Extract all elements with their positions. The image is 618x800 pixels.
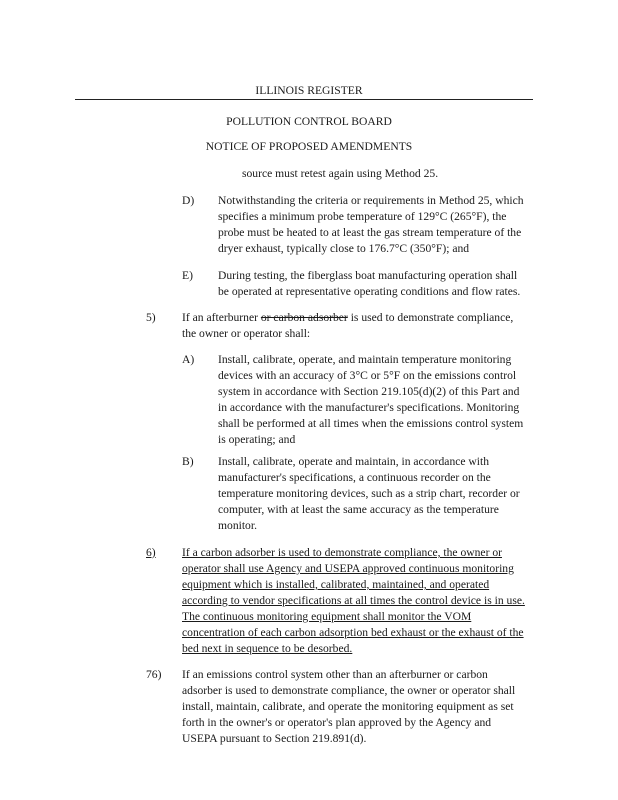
item-7-line: USEPA pursuant to Section 219.891(d).	[182, 732, 367, 745]
item-d-label: D)	[182, 194, 195, 207]
item-a-line: system in accordance with Section 219.105(d)(2) of this Part and	[218, 385, 520, 398]
item-b-line: manufacturer's specifications, a continuous recorder on the	[218, 471, 491, 484]
item-5-line: the owner or operator shall:	[182, 327, 311, 340]
item-d-line: specifies a minimum probe temperature of 129°C (265°F), the	[218, 210, 507, 223]
item-d-line: Notwithstanding the criteria or requirements in Method 25, which	[218, 194, 524, 207]
item-d-line: probe must be heated to at least the gas stream temperature of the	[218, 226, 522, 239]
item-e-line: During testing, the fiberglass boat manufacturing operation shall	[218, 269, 518, 282]
item-6-line: If a carbon adsorber is used to demonstrate compliance, the owner or	[182, 546, 502, 559]
item-5-line-1	[182, 311, 513, 326]
item-a-line: shall be performed at all times when the emissions control system	[218, 417, 524, 430]
item-a-label: A)	[182, 353, 195, 366]
item-a-line: in accordance with the manufacturer's specifications. Monitoring	[218, 401, 520, 414]
deleted-text: or carbon adsorber	[260, 311, 348, 324]
item-7-line: forth in the owner's or operator's plan approved by the Agency and	[182, 716, 492, 729]
item-7-line: install, maintain, calibrate, and operate the monitoring equipment as set	[182, 700, 514, 713]
item-a-line: devices with an accuracy of 3°C or 5°F on the emissions control	[218, 369, 517, 382]
item-6-line: according to vendor specifications at all times the control device is in use.	[182, 594, 525, 607]
board-title: POLLUTION CONTROL BOARD	[226, 115, 392, 128]
item-6-line: equipment which is installed, calibrated, maintained, and operated	[182, 578, 490, 591]
item-b-line: Install, calibrate, operate and maintain, in accordance with	[218, 455, 490, 468]
item-5-text: is used to demonstrate compliance,	[350, 311, 514, 324]
item-b-line: computer, with at least the same accuracy as the temperature	[218, 503, 499, 516]
item-e-line: be operated at representative operating conditions and flow rates.	[218, 285, 521, 298]
header-rule	[75, 99, 533, 100]
item-6-line: operator shall use Agency and USEPA approved continuous monitoring	[182, 562, 514, 575]
item-6-line: bed next in sequence to be desorbed.	[182, 642, 353, 655]
item-6-line: The continuous monitoring equipment shall monitor the VOM	[182, 610, 472, 623]
item-5-text: If an afterburner	[182, 311, 258, 324]
item-b-label: B)	[182, 455, 194, 468]
item-6-label: 6)	[146, 546, 156, 559]
carryover-line: source must retest again using Method 25.	[242, 167, 439, 180]
notice-title: NOTICE OF PROPOSED AMENDMENTS	[205, 140, 413, 153]
item-b-line: temperature monitoring devices, such as a strip chart, recorder or	[218, 487, 520, 500]
item-7-line: adsorber is used to demonstrate compliance, the owner or operator shall	[182, 684, 516, 697]
item-6-line: concentration of each carbon adsorption bed exhaust or the exhaust of the	[182, 626, 524, 639]
item-a-line: Install, calibrate, operate, and maintain temperature monitoring	[218, 353, 512, 366]
item-e-label: E)	[182, 269, 193, 282]
item-5-label: 5)	[146, 311, 156, 324]
item-b-line: monitor.	[218, 519, 257, 532]
item-a-line: is operating; and	[218, 433, 296, 446]
item-d-line: dryer exhaust, typically close to 176.7°C (350°F); and	[218, 242, 470, 255]
register-title: ILLINOIS REGISTER	[255, 84, 363, 97]
item-7-label: 76)	[146, 668, 162, 681]
item-7-line: If an emissions control system other than an afterburner or carbon	[182, 668, 488, 681]
